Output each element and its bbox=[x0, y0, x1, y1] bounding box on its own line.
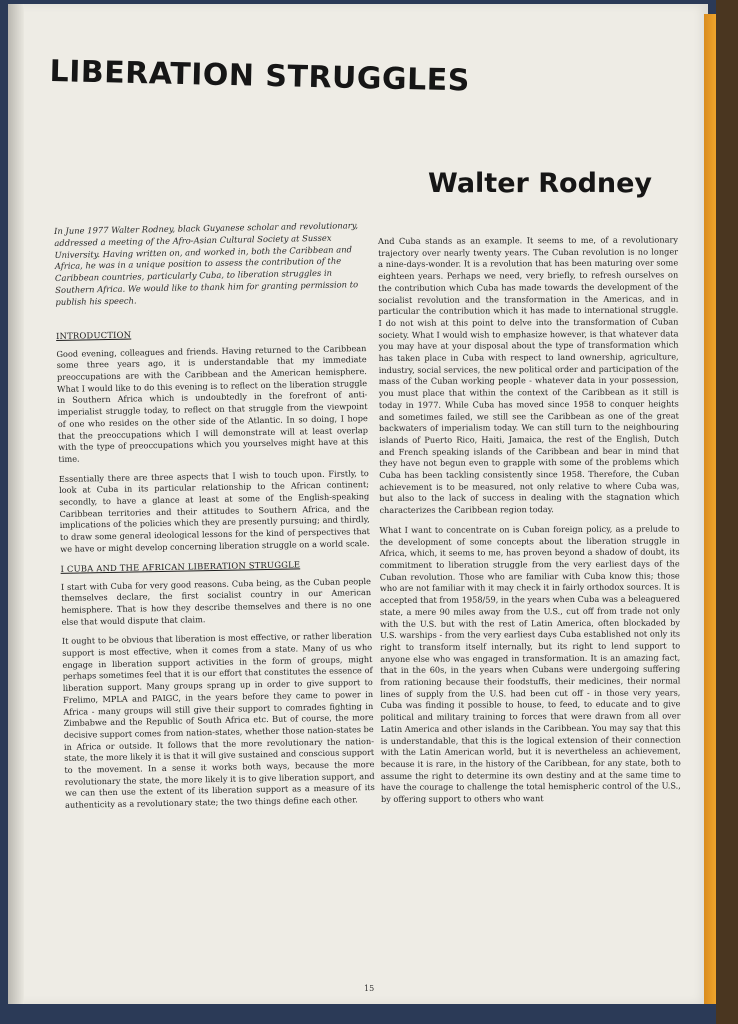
section-heading-cuba: I CUBA AND THE AFRICAN LIBERATION STRUGGLE bbox=[60, 558, 301, 574]
right-column bbox=[378, 234, 681, 813]
left-column bbox=[54, 220, 375, 820]
paragraph: Good evening, colleagues and friends. Having returned to the Caribbean some three years ago, it is understandable that my immediate preoccupations are with the Caribbean and the American hemisphere. What I would like to do this evening is to reflect on the liberation struggle in Southern Africa which is undoubtedly in the forefront of anti-imperialist struggle today, to reflect on that struggle from the viewpoint of one who resides on the other side of the Atlantic. In so doing, I hope that the preoccupations which I will demonstrate will at least overlap with the type of preoccupations which you yourselves might have at this time. bbox=[56, 342, 369, 464]
paragraph: I start with Cuba for very good reasons. Cuba being, as the Cuban people themselves declare, the first socialist country in our American hemisphere. That is how they describe themselves and there is no one else that would dispute that claim. bbox=[60, 575, 372, 627]
paragraph: And Cuba stands as an example. It seems to me, of a revolutionary trajectory over nearly twenty years. The Cuban revolution is no longer a nine-days-wonder. It is a revolution that has been maturing over some eighteen years. Perhaps we need, very briefly, to refresh ourselves on the contribution which Cuba has made towards the development of the socialist revolution and the transformation in the Americas, and in particular the contribution which it has made to international struggle. I do not wish at this point to delve into the transformation of Cuban society. What I would wish to emphasize however, is that whatever data you may have at your disposal about the type of transformation which has taken place in Cuba with respect to land ownership, agriculture, industry, social services, the new political order and participation of the mass of the Cuban working people - whatever data in your possession, you must place that within the context of the Caribbean as it still is today in 1977. While Cuba has moved since 1958 to conquer heights and sometimes failed, we still see the Caribbean as one of the great backwaters of imperialism today. We can still turn to the neighbouring islands of Puerto Rico, Haiti, Jamaica, the rest of the English, Dutch and French speaking islands of the Caribbean and bear in mind that they have not begun even to grapple with some of the problems which Cuba has been tackling consistently since 1958. Therefore, the Cuban achievement is to be measured, not only relative to where Cuba was, but also to the lack of success in dealing with the stagnation which characterizes the Caribbean region today. bbox=[378, 234, 680, 516]
intro-note: In June 1977 Walter Rodney, black Guyanese scholar and revolutionary, addressed a meeting of the Afro-Asian Cultural Society at Sussex University. Having written on, and worked in, both the Caribbean and Africa, he was in a unique position to assess the contribution of the Caribbean countries, particularly Cuba, to liberation struggles in Southern Africa. We would like to thank him for granting permission to publish his speech. bbox=[54, 220, 359, 307]
page-number: 15 bbox=[364, 984, 375, 993]
paragraph: It ought to be obvious that liberation is most effective, or rather liberation support is most effective, when it comes from a state. Many of us who engage in liberation support activities in the form of groups, might perhaps sometimes feel that it is our effort that constitutes the essence of liberation support. Many groups sprang up in order to give support to Frelimo, MPLA and PAIGC, in the years before they came to power in Africa - many groups will still give their support to comrades fighting in Zimbabwe and the Republic of South Africa etc. But of course, the more decisive support comes from nation-states, whether those nation-states be in Africa or outside. It follows that the more revolutionary the nation-state, the more likely it is that it will give sustained and conscious support to the movement. In a sense it works both ways, because the more revolutionary the state, the more likely it is to give liberation support, and we can then use the extent of its liberation support as a measure of its authenticity as a revolutionary state; the two things define each other. bbox=[61, 630, 375, 811]
paragraph: Essentially there are three aspects that I wish to touch upon. Firstly, to look at Cuba in its particular relationship to the African continent; secondly, to have a glance at least at some of the English-speaking Caribbean territories and their attitudes to Southern Africa, and the implications of the policies which they are presently pursuing; and thirdly, to draw some general ideological lessons for the kind of perspectives that we have or might develop concerning liberation struggle on a world scale. bbox=[58, 467, 371, 554]
page-gutter bbox=[8, 4, 24, 1004]
section-heading-introduction: INTRODUCTION bbox=[56, 329, 132, 341]
article-title: LIBERATION STRUGGLES bbox=[49, 54, 471, 99]
magazine-page bbox=[8, 4, 708, 1004]
paragraph: What I want to concentrate on is Cuban foreign policy, as a prelude to the development of some concepts about the liberation struggle in Africa, which, it seems to me, has proven beyond a shadow of doubt, its commitment to liberation struggle from the very earliest days of the Cuban revolution. Those who are familiar with Cuba know this; those who are not familiar with it may check it in fairly orthodox sources. It is accepted that from 1958/59, in the years when Cuba was a beleaguered state, a mere 90 miles away from the U.S., cut off from trade not only with the U.S. but with the rest of Latin America, often blockaded by U.S. warships - from the very earliest days Cuba established not only its right to transform itself internally, but its right to lend support to anyone else who was engaged in transformation. It is an amazing fact, that in the 60s, in the years when Cubans were undergoing suffering from rationing because their foodstuffs, their medicines, their normal lines of supply from the U.S. had been cut off - in those very years, Cuba was finding it possible to house, to feed, to educate and to give political and military training to forces that were drawn from all over Latin America and other islands in the Caribbean. You may say that this is understandable, that this is the logical extension of their connection with the Latin American world, but it is nevertheless an achievement, because it is rare, in the history of the Caribbean, for any state, both to assume the right to determine its own destiny and at the same time to have the courage to challenge the total hemispheric control of the U.S., by offering support to others who want bbox=[379, 523, 681, 805]
book-cover-edge bbox=[716, 0, 738, 1024]
book-edge-orange bbox=[704, 14, 716, 1004]
article-author: Walter Rodney bbox=[428, 168, 653, 199]
